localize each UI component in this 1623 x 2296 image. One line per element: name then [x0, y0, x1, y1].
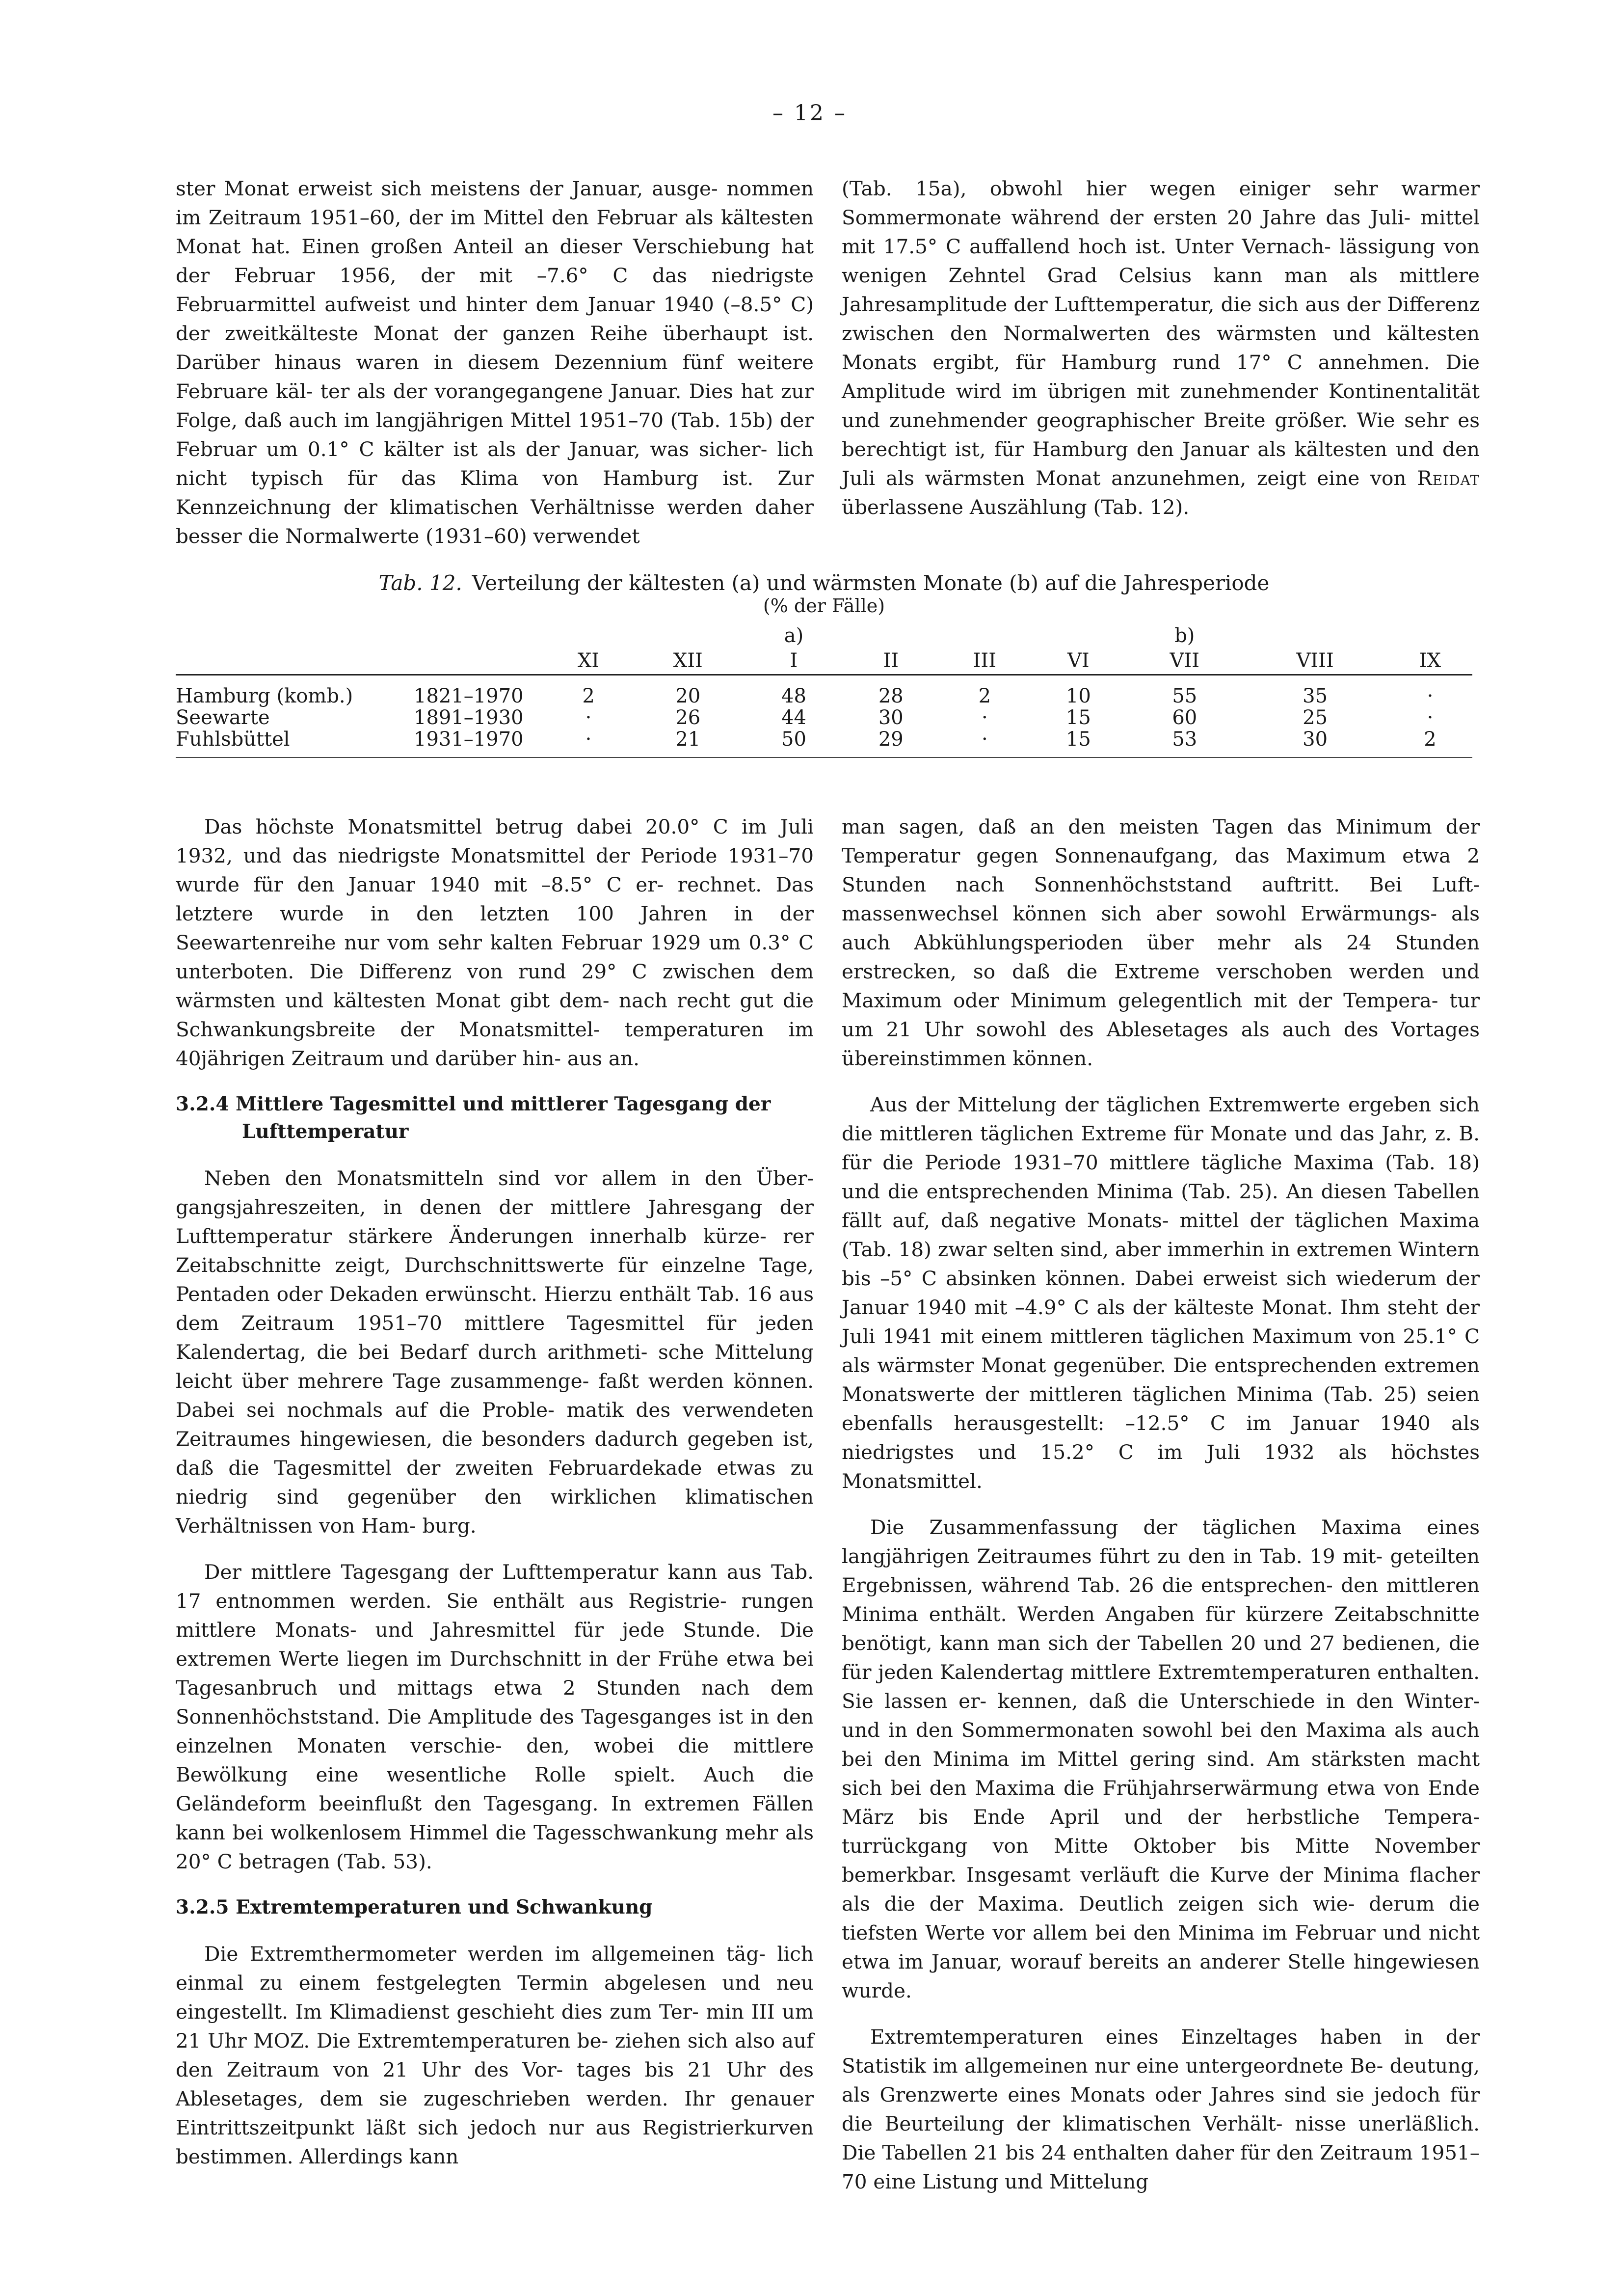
cell: ·: [1427, 685, 1434, 707]
cell: 60: [1172, 706, 1197, 729]
table-subcaption: (% der Fälle): [763, 595, 885, 617]
paragraph: Neben den Monatsmitteln sind vor allem in den Über- gangsjahreszeiten, in denen der mittlere Jahresgang der Lufttemperatur stärkere Änderungen innerhalb kürze- rer Zeitabschnitte zeigt, Durchschnittswerte für einzelne Tage, Pentaden oder Dekaden erwünscht. Hierzu enthält Tab. 16 aus dem Zeitraum 1951–70 mittlere Tagesmittel für jeden Kalendertag, die bei Bedarf durch arithmeti- sche Mittelung leicht über mehrere Tage zusammenge- faßt werden können. Dabei sei nochmals auf die Proble- matik des verwendeten Zeitraumes hingewiesen, die besonders dadurch gegeben ist, daß die Tagesmittel der zweiten Februardekade etwas zu niedrig sind gegenüber den wirklichen klimatischen Verhältnissen von Ham- burg.: [176, 1166, 814, 1538]
cell: 29: [878, 728, 904, 751]
station-name: Hamburg (komb.): [176, 685, 353, 707]
section-heading: 3.2.5 Extremtemperaturen und Schwankung: [176, 1896, 653, 1918]
cell: 35: [1303, 685, 1328, 707]
paragraph: Aus der Mittelung der täglichen Extremwerte ergeben sich die mittleren täglichen Extreme für Monate und das Jahr, z. B. für die Periode 1931–70 mittlere tägliche Maxima (Tab. 18) und die entsprechenden Minima (Tab. 25). An diesen Tabellen fällt auf, daß negative Monats- mittel der täglichen Maxima (Tab. 18) zwar selten sind, aber immerhin in extremen Wintern bis –5° C absinken können. Dabei erweist sich wiederum der Januar 1940 mit –4.9° C als der kälteste Monat. Ihm steht der Juli 1941 mit einem mittleren täglichen Maximum von 25.1° C als wärmster Monat gegenüber. Die entsprechenden extremen Monatswerte der mittleren täglichen Minima (Tab. 25) seien ebenfalls herausgestellt: –12.5° C im Januar 1940 als niedrigstes und 15.2° C im Juli 1932 als höchstes Monatsmittel.: [842, 1093, 1480, 1493]
column-bottom-left: [176, 812, 814, 2188]
cell: 53: [1172, 728, 1197, 751]
group-label-a: a): [784, 624, 804, 647]
cell: 26: [675, 706, 701, 729]
group-label-b: b): [1174, 624, 1195, 647]
station-name: Seewarte: [176, 706, 270, 729]
text-segment: überlassene Auszählung (Tab. 12).: [842, 495, 1190, 519]
column-header: VII: [1127, 648, 1242, 675]
paragraph: Das höchste Monatsmittel betrug dabei 20.0° C im Juli 1932, und das niedrigste Monatsmittel der Periode 1931–70 wurde für den Januar 1940 mit –8.5° C er- rechnet. Das letztere wurde in den letzten 100 Jahren in der Seewartenreihe nur vom sehr kalten Februar 1929 um 0.3° C unterboten. Die Differenz von rund 29° C zwischen dem wärmsten und kältesten Monat gibt dem- nach recht gut die Schwankungsbreite der Monatsmittel- temperaturen im 40jährigen Zeitraum und darüber hin- aus an.: [176, 815, 814, 1070]
cell: ·: [1427, 706, 1434, 729]
column-header: XII: [631, 648, 745, 675]
table-bottom-rule: [176, 750, 1472, 757]
section-heading: 3.2.4 Mittlere Tagesmittel und mittlerer Tagesgang der Lufttemperatur: [176, 1093, 771, 1143]
cell: 44: [781, 706, 806, 729]
cell: ·: [981, 706, 988, 729]
station-period: 1931–1970: [414, 728, 524, 751]
page-number: – 12 –: [772, 101, 847, 126]
paragraph: Die Zusammenfassung der täglichen Maxima eines langjährigen Zeitraumes führt zu den in Tab. 19 mit- geteilten Ergebnissen, während Tab. 26 die entsprechen- den mittleren Minima enthält. Werden Angaben für kürzere Zeitabschnitte benötigt, kann man sich der Tabellen 20 und 27 bedienen, die für jeden Kalendertag mittlere Extremtemperaturen enthalten. Sie lassen er- kennen, daß die Unterschiede in den Winter- und in den Sommermonaten sowohl bei den Maxima als auch bei den Minima im Mittel gering sind. Am stärksten macht sich bei den Maxima die Frühjahrserwärmung etwa von Ende März bis Ende April und der herbstliche Tempera- turrückgang von Mitte Oktober bis Mitte November bemerkbar. Insgesamt verläuft die Kurve der Minima flacher als die der Maxima. Deutlich zeigen sich wie- derum die tiefsten Werte vor allem bei den Minima im Februar und nicht etwa im Januar, worauf bereits an anderer Stelle hingewiesen wurde.: [842, 1515, 1480, 2002]
table-row: [176, 685, 1472, 707]
column-header: VIII: [1242, 648, 1388, 675]
data-table: [176, 624, 1472, 758]
cell: ·: [585, 728, 592, 751]
table-label: Tab. 12.: [378, 571, 462, 595]
cell: 21: [675, 728, 701, 751]
cell: 30: [1303, 728, 1328, 751]
column-top-left: [176, 174, 814, 568]
column-header: III: [939, 648, 1030, 675]
station-name: Fuhlsbüttel: [176, 728, 290, 751]
cell: 30: [878, 706, 904, 729]
column-top-right: [842, 174, 1480, 539]
paragraph: Die Extremthermometer werden im allgemeinen täg- lich einmal zu einem festgelegten Termin abgelesen und neu eingestellt. Im Klimadienst geschieht dies zum Ter- min III um 21 Uhr MOZ. Die Extremtemperaturen be- ziehen sich also auf den Zeitraum von 21 Uhr des Vor- tages bis 21 Uhr des Ablesetages, dem sie zugeschrieben werden. Ihr genauer Eintrittszeitpunkt läßt sich jedoch nur aus Registrierkurven bestimmen. Allerdings kann: [176, 1942, 814, 2168]
table-row: [176, 729, 1472, 750]
cell: 2: [1424, 728, 1437, 751]
paragraph: Der mittlere Tagesgang der Lufttemperatur kann aus Tab. 17 entnommen werden. Sie enthält aus Registrie- rungen mittlere Monats- und Jahresmittel für jede Stunde. Die extremen Werte liegen im Durchschnitt in der Frühe etwa bei Tagesanbruch und mittags etwa 2 Stunden nach dem Sonnenhöchststand. Die Amplitude des Tagesganges ist in den einzelnen Monaten verschie- den, wobei die mittlere Bewölkung eine wesentliche Rolle spielt. Auch die Geländeform beeinflußt den Tagesgang. In extremen Fällen kann bei wolkenlosem Himmel die Tagesschwankung mehr als 20° C betragen (Tab. 53).: [176, 1560, 814, 1873]
cell: 15: [1065, 728, 1091, 751]
cell: 28: [878, 685, 904, 707]
table-row: [176, 707, 1472, 729]
column-header-row: [176, 648, 1472, 675]
text-segment: (Tab. 15a), obwohl hier wegen einiger sehr warmer Sommermonate während der ersten 20 Jahre das Juli- mittel mit 17.5° C auffallend hoch ist. Unter Vernach- lässigung von wenigen Zehntel Grad Celsius kann man als mittlere Jahresamplitude der Lufttemperatur, die sich aus der Differenz zwischen den Normalwerten des wärmsten und kältesten Monats ergibt, für Hamburg rund 17° C annehmen. Die Amplitude wird im übrigen mit zunehmender Kontinentalität und zunehmender geographischer Breite größer. Wie sehr es berechtigt ist, für Hamburg den Januar als kältesten und den Juli als wärmsten Monat anzunehmen, zeigt eine von: [842, 177, 1480, 490]
column-header: IX: [1388, 648, 1472, 675]
cell: 15: [1065, 706, 1091, 729]
cell: 50: [781, 728, 806, 751]
station-period: 1821–1970: [414, 685, 524, 707]
cell: 10: [1065, 685, 1091, 707]
column-header: I: [745, 648, 843, 675]
group-header-row: [176, 624, 1472, 648]
cell: 2: [978, 685, 991, 707]
paragraph: ster Monat erweist sich meistens der Januar, ausge- nommen im Zeitraum 1951–60, der im Mittel den Februar als kältesten Monat hat. Einen großen Anteil an dieser Verschiebung hat der Februar 1956, der mit –7.6° C das niedrigste Februarmittel aufweist und hinter dem Januar 1940 (–8.5° C) der zweitkälteste Monat der ganzen Reihe überhaupt ist. Darüber hinaus waren in diesem Dezennium fünf weitere Februare käl- ter als der vorangegangene Januar. Dies hat zur Folge, daß auch im langjährigen Mittel 1951–70 (Tab. 15b) der Februar um 0.1° C kälter ist als der Januar, was sicher- lich nicht typisch für das Klima von Hamburg ist. Zur Kennzeichnung der klimatischen Verhältnisse werden daher besser die Normalwerte (1931–60) verwendet: [176, 177, 814, 548]
column-header: VI: [1030, 648, 1127, 675]
column-header: XI: [546, 648, 631, 675]
table-title: Verteilung der kältesten (a) und wärmsten Monate (b) auf die Jahresperiode: [472, 571, 1270, 595]
author-name: Reidat: [1417, 466, 1480, 490]
cell: ·: [585, 706, 592, 729]
cell: 48: [781, 685, 806, 707]
paragraph: man sagen, daß an den meisten Tagen das Minimum der Temperatur gegen Sonnenaufgang, das Maximum etwa 2 Stunden nach Sonnenhöchststand auftritt. Bei Luft- massenwechsel können sich aber sowohl Erwärmungs- als auch Abkühlungsperioden über mehr als 24 Stunden erstrecken, so daß die Extreme verschoben werden und Maximum oder Minimum gelegentlich mit der Tempera- tur um 21 Uhr sowohl des Ablesetages als auch des Vortages übereinstimmen können.: [842, 815, 1480, 1070]
cell: ·: [981, 728, 988, 751]
column-bottom-right: [842, 812, 1480, 2214]
paragraph: [842, 174, 1480, 522]
column-header: II: [842, 648, 939, 675]
cell: 25: [1303, 706, 1328, 729]
station-period: 1891–1930: [414, 706, 524, 729]
paragraph: Extremtemperaturen eines Einzeltages haben in der Statistik im allgemeinen nur eine untergeordnete Be- deutung, als Grenzwerte eines Monats oder Jahres sind sie jedoch für die Beurteilung der klimatischen Verhält- nisse unerläßlich. Die Tabellen 21 bis 24 enthalten daher für den Zeitraum 1951–70 eine Listung und Mittelung: [842, 2025, 1480, 2193]
table-caption: [176, 572, 1472, 594]
cell: 2: [582, 685, 595, 707]
table-12: [176, 572, 1472, 758]
cell: 55: [1172, 685, 1197, 707]
cell: 20: [675, 685, 701, 707]
